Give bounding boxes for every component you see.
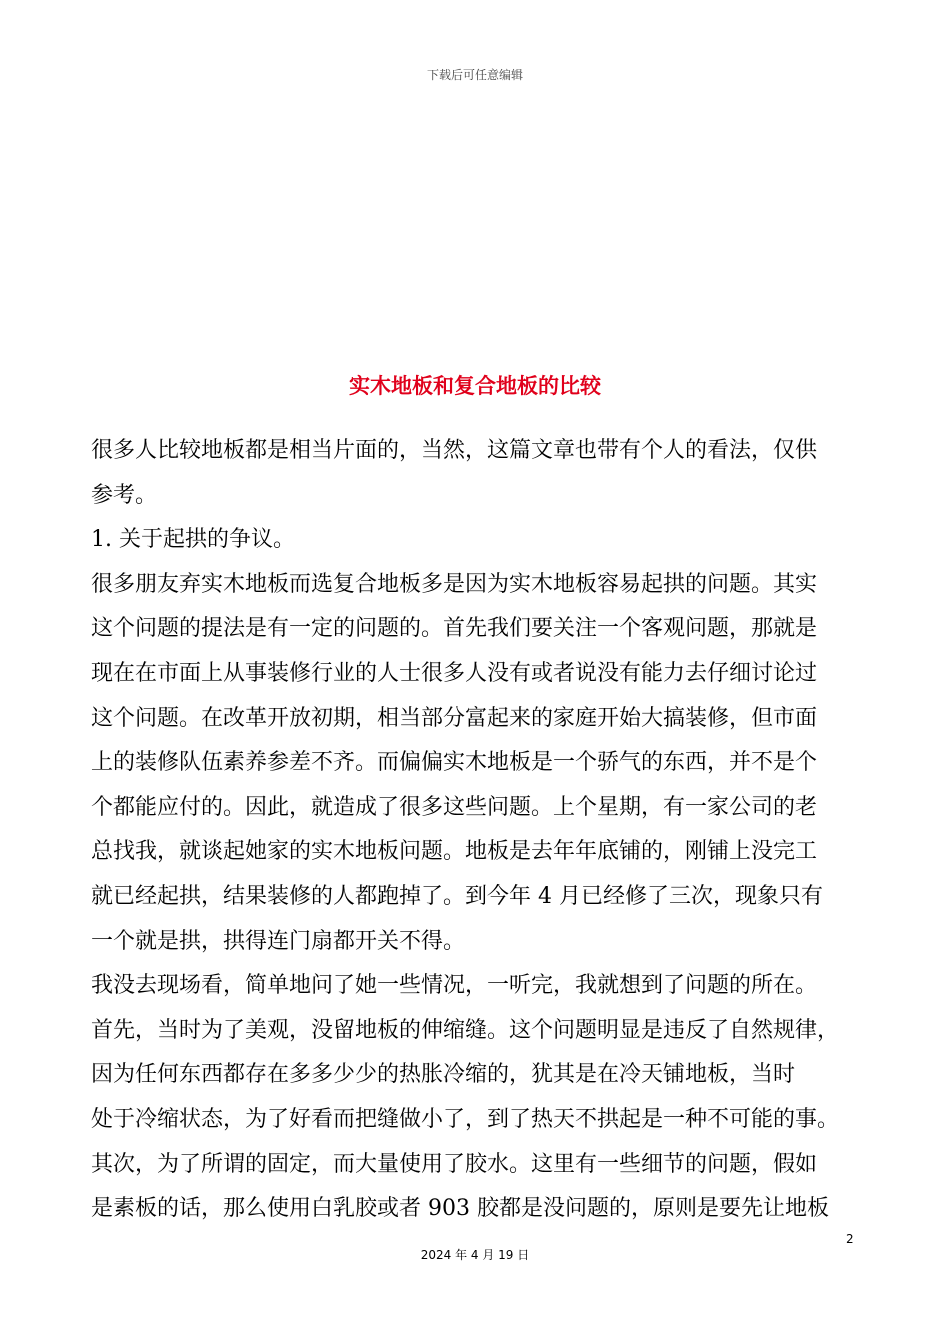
- body-line: 一个就是拱，拱得连门扇都开关不得。: [91, 928, 466, 954]
- body-line: 1. 关于起拱的争议。: [91, 527, 295, 553]
- page-header-note: 下载后可任意编辑: [426, 68, 523, 82]
- footer-date: 2024 年 4 月 19 日: [420, 1248, 530, 1262]
- body-line: 就已经起拱，结果装修的人都跑掉了。到今年 4 月已经修了三次，现象只有: [91, 883, 823, 909]
- page-number: 2: [846, 1232, 854, 1246]
- body-line: 这个问题的提法是有一定的问题的。首先我们要关注一个客观问题，那就是: [91, 616, 818, 642]
- document-body: [91, 429, 861, 1232]
- body-line: 这个问题。在改革开放初期，相当部分富起来的家庭开始大搞装修，但市面: [91, 705, 818, 731]
- body-line: 处于冷缩状态，为了好看而把缝做小了，到了热天不拱起是一种不可能的事。: [91, 1106, 840, 1132]
- body-line: 是素板的话，那么使用白乳胶或者 903 胶都是没问题的，原则是要先让地板: [91, 1196, 829, 1222]
- body-line: 个都能应付的。因此，就造成了很多这些问题。上个星期，有一家公司的老: [91, 794, 818, 820]
- body-line: 现在在市面上从事装修行业的人士很多人没有或者说没有能力去仔细讨论过: [91, 660, 818, 686]
- body-line: 首先，当时为了美观，没留地板的伸缩缝。这个问题明显是违反了自然规律，: [91, 1017, 840, 1043]
- body-line: 总找我，就谈起她家的实木地板问题。地板是去年年底铺的，刚铺上没完工: [91, 839, 818, 865]
- body-line: 因为任何东西都存在多多少少的热胀冷缩的，犹其是在冷天铺地板，当时: [91, 1062, 796, 1088]
- body-line: 很多朋友弃实木地板而选复合地板多是因为实木地板容易起拱的问题。其实: [91, 571, 818, 597]
- body-line: 上的装修队伍素养参差不齐。而偏偏实木地板是一个骄气的东西，并不是个: [91, 750, 818, 776]
- document-title: 实木地板和复合地板的比较: [349, 374, 601, 398]
- body-line: 其次，为了所谓的固定，而大量使用了胶水。这里有一些细节的问题，假如: [91, 1151, 818, 1177]
- body-line: 我没去现场看，简单地问了她一些情况，一听完，我就想到了问题的所在。: [91, 973, 818, 999]
- body-line: 参考。: [91, 482, 158, 508]
- body-line: 很多人比较地板都是相当片面的，当然，这篇文章也带有个人的看法，仅供: [91, 438, 818, 463]
